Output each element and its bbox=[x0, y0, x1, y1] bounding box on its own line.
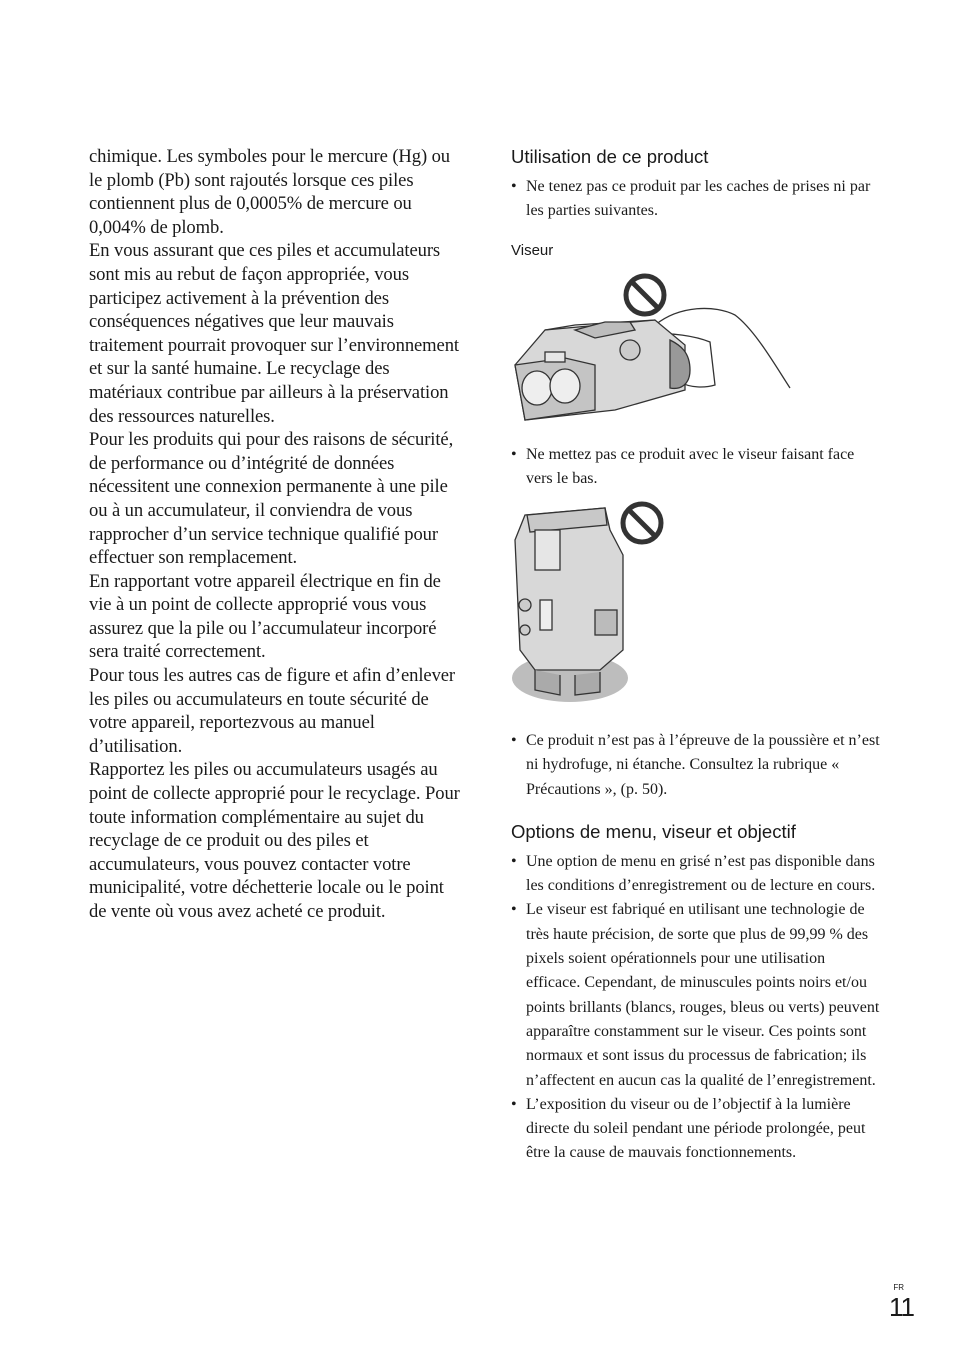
bullet-item bbox=[511, 175, 881, 224]
bullet-item bbox=[511, 1093, 881, 1166]
bullet-item bbox=[511, 729, 881, 802]
right-column-part3 bbox=[511, 729, 881, 1166]
right-column bbox=[511, 145, 881, 261]
paragraph: Rapportez les piles ou accumulateurs usagés au point de collecte approprié pour le recyclage. Pour toute information complémentaire au sujet du recyclage de ce produit ou des piles et accumulateurs, vous pouvez contacter votre municipalité, votre déchetterie locale ou le point de vente où vous avez acheté ce produit. bbox=[89, 759, 460, 922]
bullet-item bbox=[511, 898, 881, 1092]
paragraph: chimique. Les symboles pour le mercure (Hg) ou le plomb (Pb) sont rajoutés lorsque ces piles contiennent plus de 0,0005% de mercure ou 0,004% de plomb. bbox=[89, 146, 450, 238]
bullet-text: Ce produit n’est pas à l’épreuve de la poussière et n’est ni hydrofuge, ni étanche. Consultez la rubrique « Précautions », (p. 50). bbox=[526, 732, 880, 798]
bullet-glyph: • bbox=[511, 852, 517, 870]
page-number: 11 bbox=[889, 1292, 914, 1322]
bullet-glyph: • bbox=[511, 732, 517, 749]
bullet-glyph: • bbox=[511, 446, 517, 463]
section-heading-menu-options: Options de menu, viseur et objectif bbox=[511, 820, 796, 842]
figure-caption: Viseur bbox=[511, 241, 554, 259]
bullet-glyph: • bbox=[511, 1095, 517, 1113]
bullet-text: Ne tenez pas ce produit par les caches de prises ni par les parties suivantes. bbox=[526, 178, 871, 220]
right-column-part2 bbox=[511, 443, 881, 492]
paragraph: Pour les produits qui pour des raisons de sécurité, de performance ou d’intégrité de données nécessitent une connexion permanente à une pile ou à un accumulateur, il conviendra de vous rapprocher d’un service technique qualifié pour effectuer son remplacement. bbox=[89, 429, 454, 569]
bullet-text: Une option de menu en grisé n’est pas disponible dans les conditions d’enregistrement ou de lecture en cours. bbox=[526, 852, 876, 895]
bullet-text: Le viseur est fabriqué en utilisant une technologie de très haute précision, de sorte que plus de 99,99 % des pixels soient opérationnels pour une utilisation efficace. Cependant, de minuscules points noirs et/ou points brillants (blancs, rouges, bleus ou verts) peuvent apparaître constamment sur le viseur. Ces points sont normaux et sont issus du processus de fabrication; ils n’affectent en aucun cas la qualité de l’enregistrement. bbox=[526, 901, 880, 1089]
section-heading-usage: Utilisation de ce product bbox=[511, 146, 709, 167]
paragraph: En rapportant votre appareil électrique en fin de vie à un point de collecte approprié vous vous assurez que la pile ou l’accumulateur incorporé sera traité correctement. bbox=[89, 570, 441, 663]
paragraph: Pour tous les autres cas de figure et afin d’enlever les piles ou accumulateurs en toute sécurité de votre appareil, reportezvous au manuel d’utilisation. bbox=[89, 665, 456, 757]
camera-viewfinder-down-illustration bbox=[505, 500, 675, 710]
language-code: FR bbox=[893, 1283, 904, 1292]
left-column bbox=[89, 145, 464, 924]
bullet-item bbox=[511, 850, 881, 899]
paragraph: En vous assurant que ces piles et accumulateurs sont mis au rebut de façon appropriée, vous participez activement à la prévention des conséquences négatives que leur mauvais traitement pourrait provoquer sur l’environnement et sur la santé humaine. Le recyclage des matériaux contribue par ailleurs à la préservation des ressources naturelles. bbox=[89, 240, 459, 427]
camera-held-by-viewfinder-illustration bbox=[505, 270, 795, 430]
bullet-text: Ne mettez pas ce produit avec le viseur faisant face vers le bas. bbox=[526, 446, 855, 488]
bullet-item bbox=[511, 443, 881, 492]
bullet-glyph: • bbox=[511, 178, 517, 195]
bullet-text: L’exposition du viseur ou de l’objectif à la lumière directe du soleil pendant une période prolongée, peut être la cause de mauvais fonctionnements. bbox=[526, 1095, 866, 1162]
bullet-glyph: • bbox=[511, 901, 517, 919]
page-number-block bbox=[889, 1283, 914, 1321]
